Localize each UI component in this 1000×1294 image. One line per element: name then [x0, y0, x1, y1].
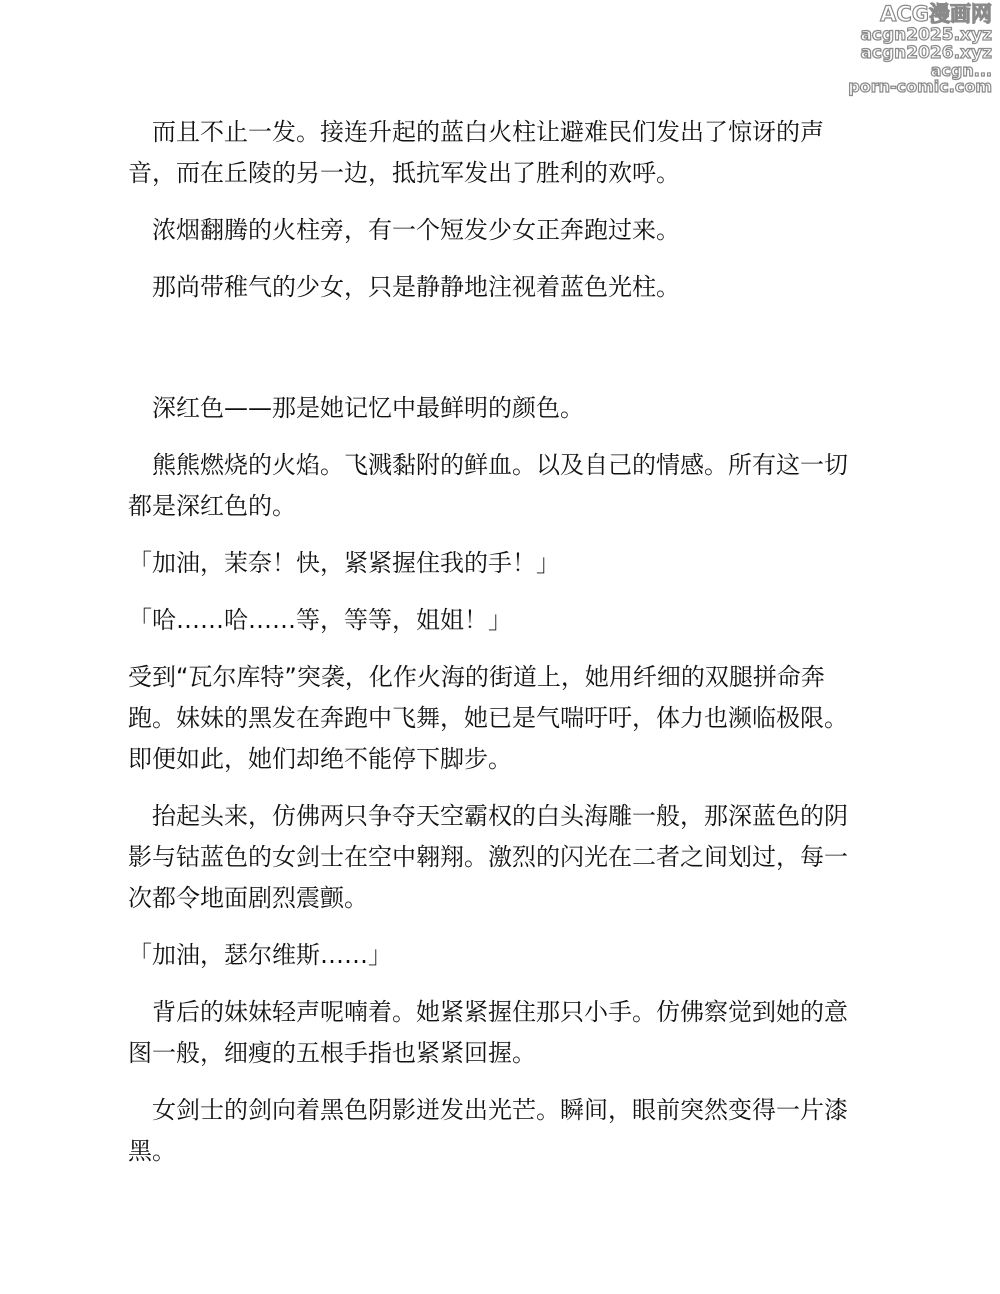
dialogue-line-2: 「哈……哈……等，等等，姐姐！」: [128, 606, 512, 634]
watermark-title: ACG漫画网: [880, 2, 992, 26]
watermark-url-4: porn-comic.com: [848, 77, 992, 96]
dialogue-line-3: 「加油，瑟尔维斯……」: [128, 941, 392, 969]
paragraph-8: 背后的妹妹轻声呢喃着。她紧紧握住那只小手。仿佛察觉到她的意图一般，细瘦的五根手指也紧紧回握。: [128, 998, 848, 1067]
paragraph-4: 深红色——那是她记忆中最鲜明的颜色。: [128, 394, 584, 422]
dialogue-line-1: 「加油，茉奈！快，紧紧握住我的手！」: [128, 549, 560, 577]
paragraph-7: 抬起头来，仿佛两只争夺天空霸权的白头海雕一般，那深蓝色的阴影与钴蓝色的女剑士在空中翱翔。激烈的闪光在二者之间划过，每一次都令地面剧烈震颤。: [128, 802, 848, 912]
watermark-stamp: [842, 4, 992, 95]
paragraph-2: 浓烟翻腾的火柱旁，有一个短发少女正奔跑过来。: [128, 216, 680, 244]
watermark-url-2: acgn2026.xyz: [860, 43, 992, 63]
watermark-url-1: acgn2025.xyz: [860, 25, 992, 45]
paragraph-5: 熊熊燃烧的火焰。飞溅黏附的鲜血。以及自己的情感。所有这一切都是深红色的。: [128, 451, 848, 520]
paragraph-1: 而且不止一发。接连升起的蓝白火柱让避难民们发出了惊讶的声音，而在丘陵的另一边，抵抗军发出了胜利的欢呼。: [128, 118, 824, 187]
paragraph-6: 受到“瓦尔库特”突袭，化作火海的街道上，她用纤细的双腿拼命奔跑。妹妹的黑发在奔跑中飞舞，她已是气喘吁吁，体力也濒临极限。即便如此，她们却绝不能停下脚步。: [128, 663, 848, 773]
paragraph-3: 那尚带稚气的少女，只是静静地注视着蓝色光柱。: [128, 273, 680, 301]
novel-page-body: [128, 112, 868, 1172]
paragraph-9: 女剑士的剑向着黑色阴影迸发出光芒。瞬间，眼前突然变得一片漆黑。: [128, 1096, 848, 1165]
watermark-url-3: acgn...: [930, 61, 992, 80]
